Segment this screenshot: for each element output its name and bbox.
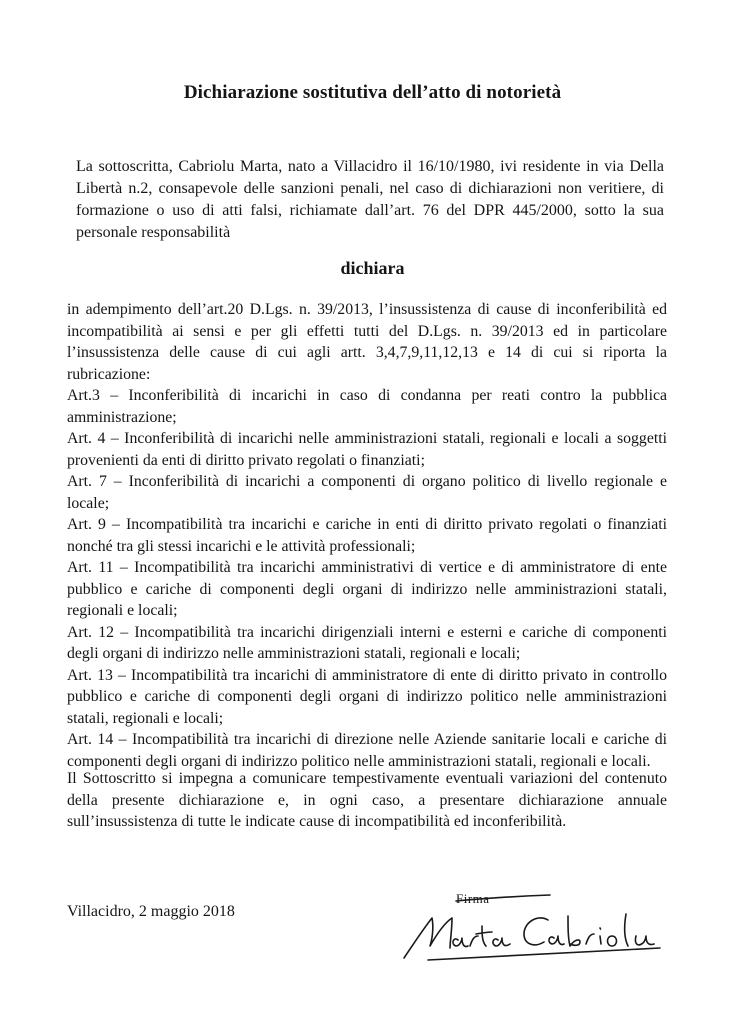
article-item: Art. 7 – Inconferibilità di incarichi a componenti di organo politico di livello regionale e locale; [67, 473, 667, 512]
article-item: Art. 4 – Inconferibilità di incarichi nelle amministrazioni statali, regionali e locali a soggetti provenienti da enti di diritto privato regolati o finanziati; [67, 430, 667, 469]
section-heading: dichiara [340, 258, 405, 278]
closing-paragraph: Il Sottoscritto si impegna a comunicare tempestivamente eventuali variazioni del contenuto della presente dichiarazione e, in ogni caso, a presentare dichiarazione annuale sull’insussistenza di tutte le indicate cause di incompatibilità ed inconferibilità. [67, 770, 667, 830]
declaration-body [67, 299, 667, 772]
article-item: Art. 13 – Incompatibilità tra incarichi di amministratore di ente di diritto privato in controllo pubblico e cariche di componenti degli organi di indirizzo politico nelle amministrazioni statali, regionali e locali; [67, 666, 667, 727]
handwritten-signature [398, 888, 698, 968]
article-item: Art. 14 – Incompatibilità tra incarichi di direzione nelle Aziende sanitarie locali e cariche di componenti degli organi di indirizzo politico nelle amministrazioni statali, regionali e locali. [67, 731, 667, 770]
article-item: Art. 12 – Incompatibilità tra incarichi dirigenziali interni e esterni e cariche di componenti degli organi di indirizzo nelle amministrazioni statali, regionali e locali; [67, 623, 667, 662]
article-item: Art. 11 – Incompatibilità tra incarichi amministrativi di vertice e di amministratore di ente pubblico e cariche di componenti degli organi di indirizzo nelle amministrazioni statali, regionali e locali; [67, 559, 667, 619]
document-title: Dichiarazione sostitutiva dell’atto di notorietà [183, 82, 562, 103]
article-item: Art.3 – Inconferibilità di incarichi in caso di condanna per reati contro la pubblica amministrazione; [67, 387, 667, 426]
article-item: Art. 9 – Incompatibilità tra incarichi e cariche in enti di diritto privato regolati o finanziati nonché tra gli stessi incarichi e le attività professionali; [67, 516, 667, 555]
declarant-intro: La sottoscritta, Cabriolu Marta, nato a Villacidro il 16/10/1980, ivi residente in via Della Libertà n.2, consapevole delle sanzioni penali, nel caso di dichiarazioni non veritiere, di formazione o uso di atti falsi, richiamate dall’art. 76 del DPR 445/2000, sotto la sua personale responsabilità [76, 158, 664, 241]
declaration-paragraph: in adempimento dell’art.20 D.Lgs. n. 39/2013, l’insussistenza di cause di inconferibilità ed incompatibilità ai sensi e per gli effetti tutti del D.Lgs. n. 39/2013 ed in particolare l’insussistenza delle cause di cui agli artt. 3,4,7,9,11,12,13 e 14 di cui si riporta la rubricazione: [67, 301, 667, 383]
place-and-date: Villacidro, 2 maggio 2018 [67, 903, 235, 920]
signature-label: Firma [456, 891, 490, 906]
